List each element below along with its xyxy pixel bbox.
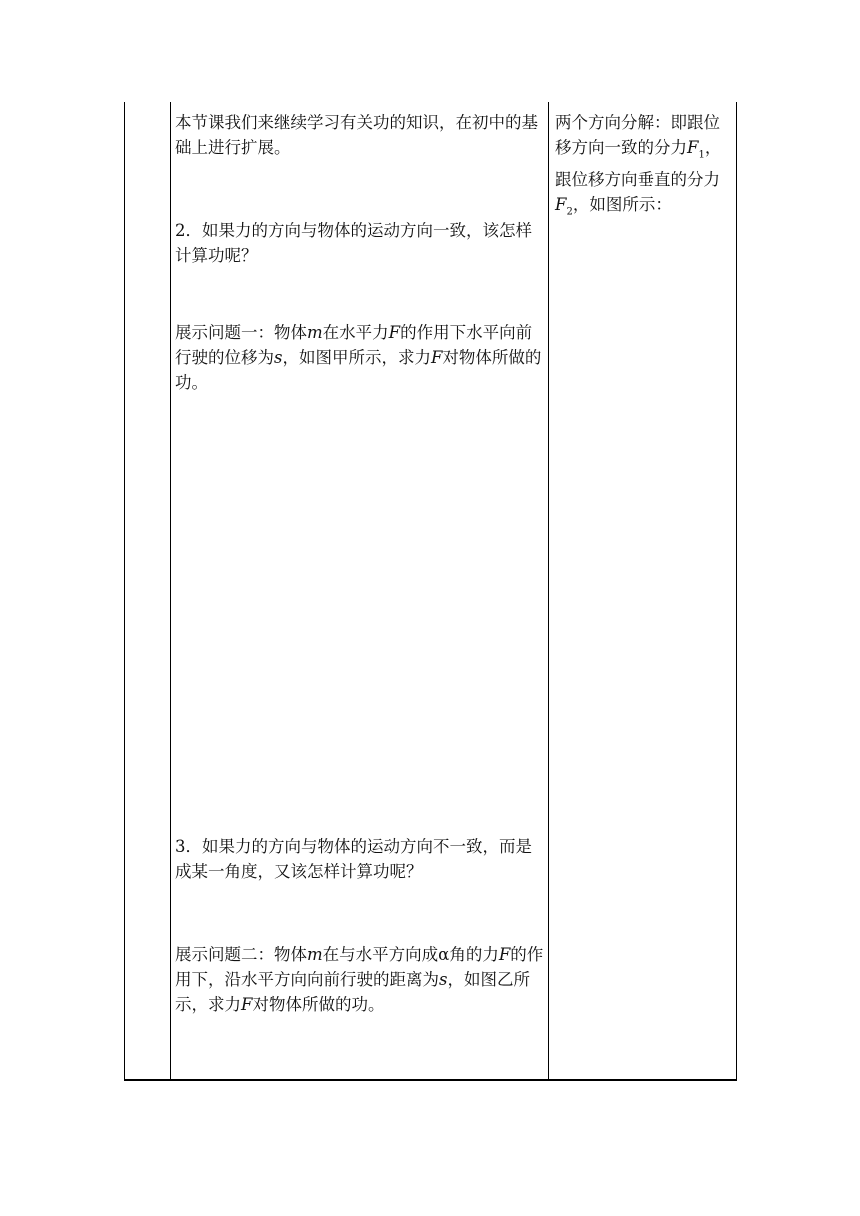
table-border-right [736,102,737,1081]
question-2: 2．如果力的方向与物体的运动方向一致，该怎样计算功呢？ [175,221,532,265]
force-decomposition-text: 两个方向分解：即跟位移方向一致的分力$F_1$，跟位移方向垂直的分力$F_2$，如图所示： [555,113,722,218]
intro-paragraph: 本节课我们来继续学习有关功的知识，在初中的基础上进行扩展。 [175,113,538,157]
problem-two: 展示问题二：物体m在与水平方向成α角的力F的作用下，沿水平方向向前行驶的距离为s，如图乙所示，求力F对物体所做的功。 [175,945,544,1014]
question-3: 3．如果力的方向与物体的运动方向不一致，而是成某一角度，又该怎样计算功呢？ [175,837,532,881]
column-divider-1 [170,102,171,1081]
table-border-bottom [124,1079,737,1081]
lesson-table [124,102,737,1082]
column-divider-2 [548,102,549,1081]
table-border-left [124,102,125,1081]
problem-one: 展示问题一：物体m在水平力F的作用下水平向前行驶的位移为s，如图甲所示，求力F对物体所做的功。 [175,323,542,392]
